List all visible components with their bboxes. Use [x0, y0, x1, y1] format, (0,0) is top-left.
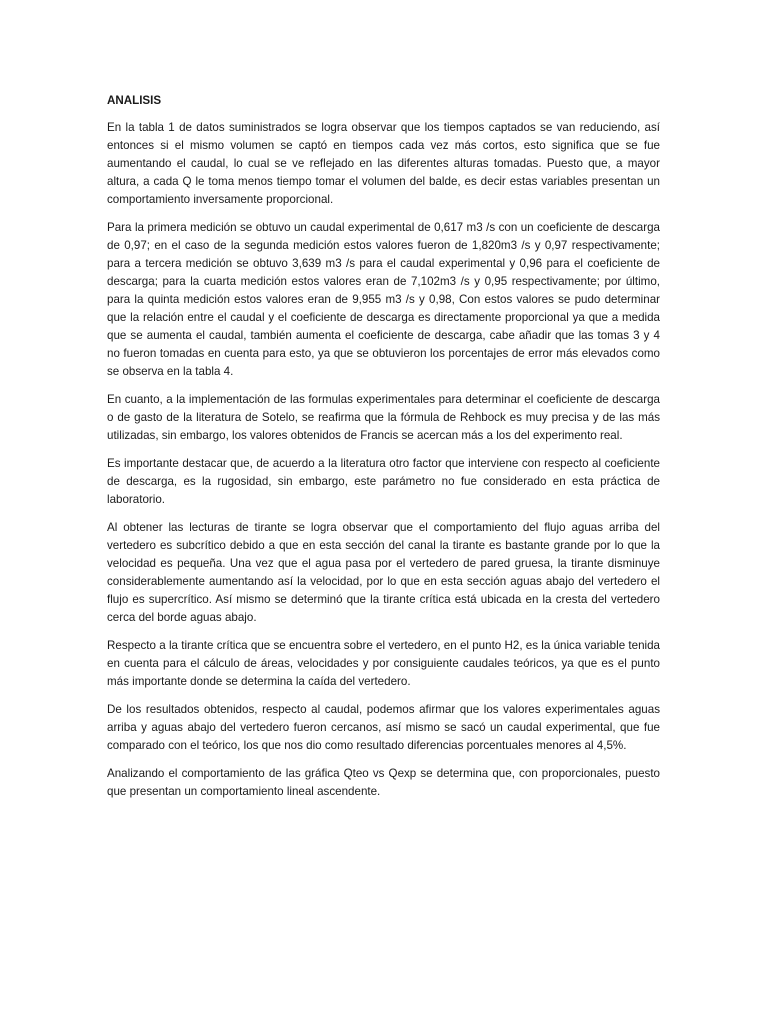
section-heading: ANALISIS	[107, 94, 162, 107]
paragraph-2: Para la primera medición se obtuvo un caudal experimental de 0,617 m3 /s con un coeficiente de descarga de 0,97; en el caso de la segunda medición estos valores fueron de 1,820m3 /s y 0,97 respectivamente; para a tercera medición se obtuvo 3,639 m3 /s para el caudal experimental y 0,96 para el coeficiente de descarga; para la cuarta medición estos valores eran de 7,102m3 /s y 0,95 respectivamente; por último, para la quinta medición estos valores eran de 9,955 m3 /s y 0,98, Con estos valores se pudo determinar que la relación entre el caudal y el coeficiente de descarga es directamente proporcional ya que a medida que se aumenta el caudal, también aumenta el coeficiente de descarga, cabe añadir que las tomas 3 y 4 no fueron tomadas en cuenta para esto, ya que se obtuvieron los porcentajes de error más elevados como se observa en la tabla 4.	[107, 221, 660, 378]
paragraph-3: En cuanto, a la implementación de las formulas experimentales para determinar el coeficiente de descarga o de gasto de la literatura de Sotelo, se reafirma que la fórmula de Rehbock es muy precisa y de las más utilizadas, sin embargo, los valores obtenidos de Francis se acercan más a los del experimento real.	[107, 393, 660, 442]
paragraph-6: Respecto a la tirante crítica que se encuentra sobre el vertedero, en el punto H2, es la única variable tenida en cuenta para el cálculo de áreas, velocidades y por consiguiente caudales teóricos, ya que es el punto más importante donde se determina la caída del vertedero.	[107, 639, 660, 688]
document-page	[107, 92, 660, 811]
paragraph-1: En la tabla 1 de datos suministrados se logra observar que los tiempos captados se van reduciendo, así entonces si el mismo volumen se captó en tiempos cada vez más cortos, esto significa que se fue aumentando el caudal, lo cual se ve reflejado en las diferentes alturas tomadas. Puesto que, a mayor altura, a cada Q le toma menos tiempo tomar el volumen del balde, es decir estas variables presentan un comportamiento inversamente proporcional.	[107, 121, 660, 206]
paragraph-8: Analizando el comportamiento de las gráfica Qteo vs Qexp se determina que, con proporcionales, puesto que presentan un comportamiento lineal ascendente.	[107, 767, 660, 798]
paragraph-4: Es importante destacar que, de acuerdo a la literatura otro factor que interviene con respecto al coeficiente de descarga, es la rugosidad, sin embargo, este parámetro no fue considerado en esta práctica de laboratorio.	[107, 457, 660, 506]
paragraph-7: De los resultados obtenidos, respecto al caudal, podemos afirmar que los valores experimentales aguas arriba y aguas abajo del vertedero fueron cercanos, así mismo se sacó un caudal experimental, que fue comparado con el teórico, los que nos dio como resultado diferencias porcentuales menores al 4,5%.	[107, 703, 660, 752]
paragraph-5: Al obtener las lecturas de tirante se logra observar que el comportamiento del flujo aguas arriba del vertedero es subcrítico debido a que en esta sección del canal la tirante es bastante grande por lo que la velocidad es pequeña. Una vez que el agua pasa por el vertedero de pared gruesa, la tirante disminuye considerablemente aumentando así la velocidad, por lo que en esta sección aguas abajo del vertedero el flujo es supercrítico. Así mismo se determinó que la tirante crítica está ubicada en la cresta del vertedero cerca del borde aguas abajo.	[107, 521, 660, 624]
